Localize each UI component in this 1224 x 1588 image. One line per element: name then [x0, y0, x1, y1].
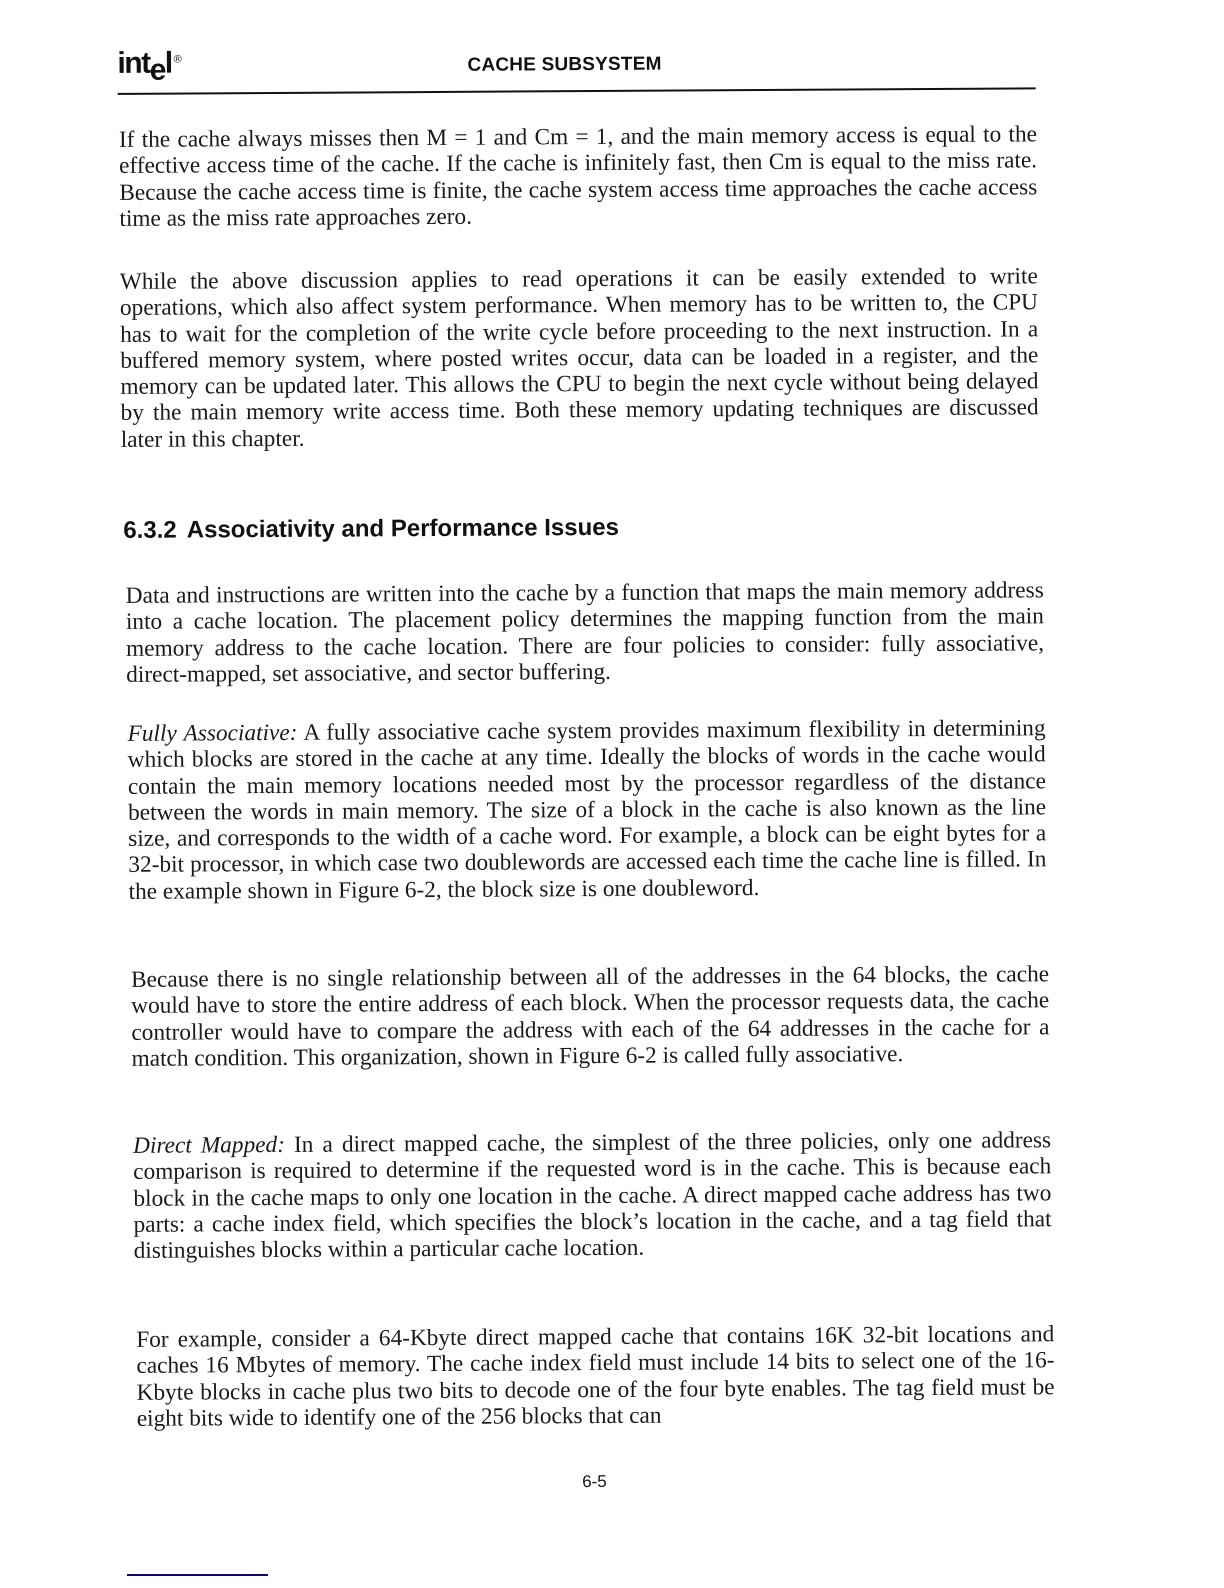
term-direct-mapped: Direct Mapped:: [133, 1131, 286, 1159]
intel-logo: [117, 46, 182, 87]
logo-dropped-e: e: [149, 53, 165, 87]
paragraph-fully-associative: [128, 715, 1047, 905]
paragraph-cache-miss: If the cache always misses then M = 1 and Cm = 1, and the main memory access is equal to the effective access time of the cache. If the cache is infinitely fast, then Cm is equal to the miss rate. Because the cache access time is finite, the cache system access time approaches the cache access time as the miss rate approaches zero.: [118, 121, 1038, 232]
logo-text: int: [117, 46, 150, 80]
paragraph-fully-associative-body: A fully associative cache system provides maximum flexibility in determining which blocks are stored in the cache at any time. Ideally the blocks of words in the cache would contain the main memory locations needed most by the processor regardless of the distance between the words in main memory. The size of a block in the cache is also known as the line size, and corresponds to the width of a cache word. For example, a block can be eight bytes for a 32-bit processor, in which case two doublewords are accessed each time the cache line is filled. In the example shown in Figure 6-2, the block size is one doubleword.: [127, 715, 1047, 905]
logo-text-l: l: [164, 46, 172, 80]
paragraph-example-64k: For example, consider a 64-Kbyte direct mapped cache that contains 16K 32-bit locations and caches 16 Mbytes of memory. The cache index field must include 14 bits to select one of the 16-Kbyte blocks in cache plus two bits to decode one of the four byte enables. The tag field must be eight bits wide to identify one of the 256 blocks that can: [136, 1321, 1055, 1432]
registered-mark: ®: [173, 53, 182, 66]
running-title: CACHE SUBSYSTEM: [467, 53, 662, 76]
term-fully-associative: Fully Associative:: [127, 719, 298, 747]
section-heading: [123, 514, 619, 545]
section-title: Associativity and Performance Issues: [186, 513, 619, 544]
paragraph-write-operations: While the above discussion applies to read operations it can be easily extended to write operations, which also affect system performance. When memory has to be written to, the CPU has to wait for the completion of the write cycle before proceeding to the next instruction. In a buffered memory system, where posted writes occur, data can be loaded in a register, and the memory can be updated later. This allows the CPU to begin the next cycle without being delayed by the main memory write access time. Both these memory updating techniques are discussed later in this chapter.: [119, 263, 1039, 453]
page-number: 6-5: [582, 1471, 607, 1492]
footer-rule: [127, 1574, 268, 1576]
paragraph-direct-mapped-body: In a direct mapped cache, the simplest of the three policies, only one address comparison is required to determine if the requested word is in the cache. This is because each block in the cache maps to only one location in the cache. A direct mapped cache address has two parts: a cache index field, which specifies the block’s location in the cache, and a tag field that distinguishes blocks within a particular cache location.: [133, 1127, 1052, 1265]
paragraph-direct-mapped: [133, 1127, 1052, 1264]
paragraph-64-blocks: Because there is no single relationship between all of the addresses in the 64 blocks, the cache would have to store the entire address of each block. When the processor requests data, the cache controller would have to compare the address with each of the 64 addresses in the cache for a match condition. This organization, shown in Figure 6-2 is called fully associative.: [131, 961, 1050, 1072]
paragraph-placement-policy: Data and instructions are written into the cache by a function that maps the main memory address into a cache location. The placement policy determines the mapping function from the main memory address to the cache location. There are four policies to consider: fully associative, direct-mapped, set associative, and sector buffering.: [125, 577, 1045, 688]
section-number: 6.3.2: [123, 516, 177, 544]
